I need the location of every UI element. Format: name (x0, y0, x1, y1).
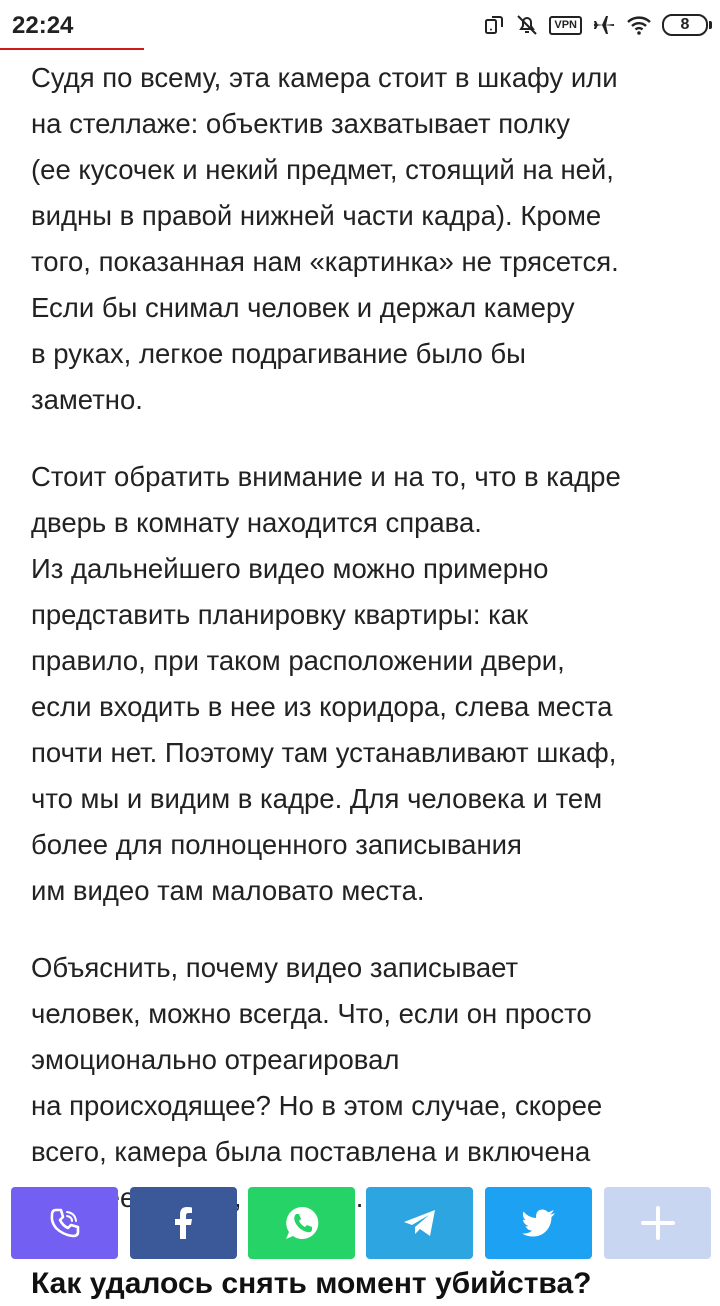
whatsapp-icon (281, 1202, 323, 1244)
next-section-heading: Как удалось снять момент убийства? (31, 1267, 592, 1300)
article-body (31, 55, 703, 1252)
status-time: 22:24 (12, 12, 74, 39)
airplane-icon (592, 13, 616, 37)
bird-icon (519, 1203, 559, 1243)
more-share-button[interactable] (604, 1187, 711, 1259)
facebook-share-button[interactable] (130, 1187, 237, 1259)
telegram-share-button[interactable] (366, 1187, 473, 1259)
mute-icon (515, 13, 539, 37)
twitter-share-button[interactable] (485, 1187, 592, 1259)
article-paragraph: Стоит обратить внимание и на то, что в кадре дверь в комнату находится справа. Из дальнейшего видео можно примерно представить планировку квартиры: как правило, при таком расположении двери, если входить в нее из коридора, слева места почти нет. Поэтому там устанавливают шкаф, что мы и видим в кадре. Для человека и тем более для полноценного записывания им видео там маловато места. (31, 461, 621, 906)
reading-progress-bar (0, 48, 144, 50)
whatsapp-share-button[interactable] (248, 1187, 355, 1259)
article-paragraph: Объяснить, почему видео записывает человек, можно всегда. Что, если он просто эмоционально отреагировал на происходящее? Но в этом случае, скорее всего, камера была поставлена и включена (31, 952, 603, 1167)
article-paragraph: Судя по всему, эта камера стоит в шкафу или на стеллаже: объектив захватывает полку (ее кусочек и некий предмет, стоящий на ней, видны в правой нижней части кадра). Кроме того, показанная нам «картинка» не трясется. Если бы снимал человек и держал камеру в руках, легкое подрагивание было бы заметно. (31, 62, 619, 415)
viber-share-button[interactable] (11, 1187, 118, 1259)
phone-icon (45, 1203, 85, 1243)
vpn-icon: VPN (549, 16, 582, 35)
wifi-icon (626, 14, 652, 36)
paper-plane-icon (400, 1203, 440, 1243)
plus-icon (638, 1203, 678, 1243)
status-icons (483, 10, 708, 40)
facebook-icon (164, 1203, 204, 1243)
share-bar (0, 1187, 720, 1261)
status-bar (0, 0, 720, 50)
screen-rotate-icon (483, 14, 505, 36)
battery-icon: 8 (662, 14, 708, 36)
